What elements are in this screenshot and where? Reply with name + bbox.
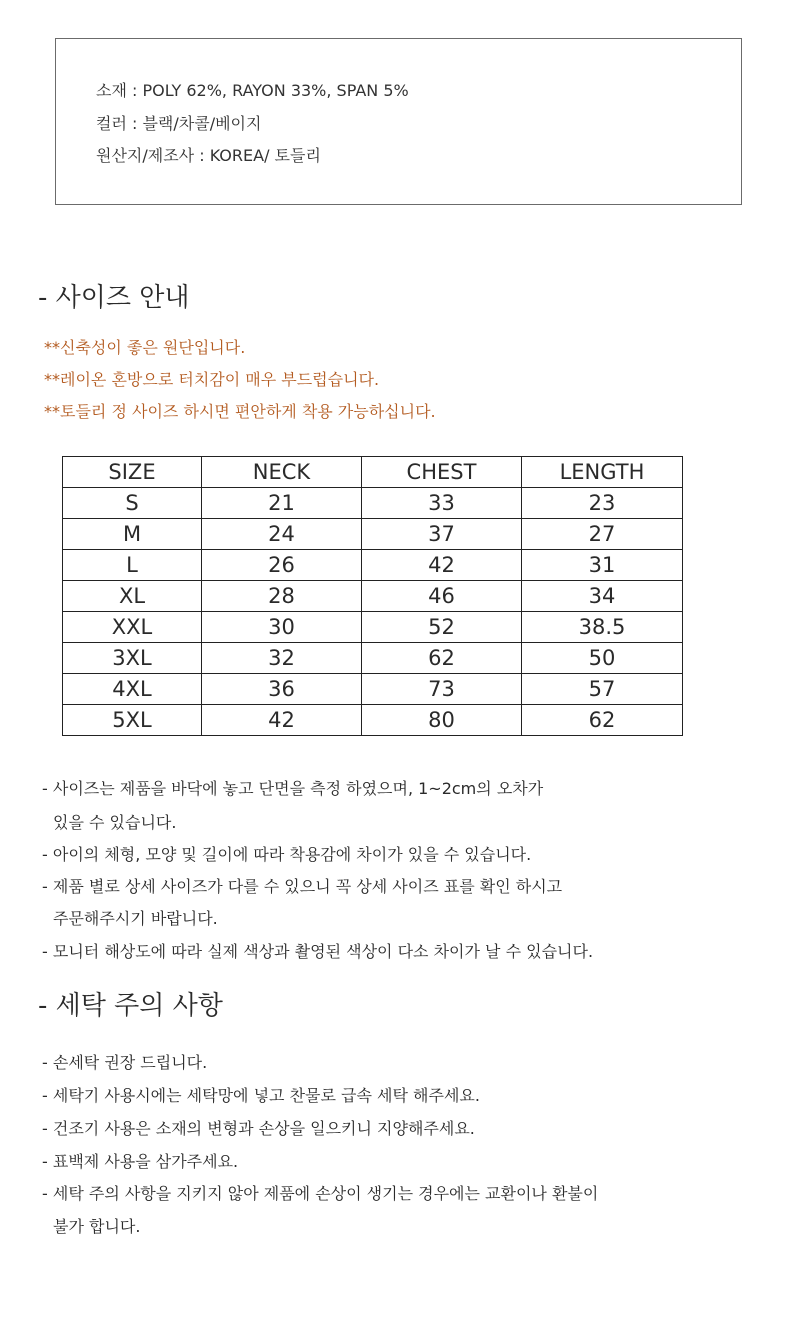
cell-chest: 80 <box>362 705 522 736</box>
washing-title: - 세탁 주의 사항 <box>38 991 223 1021</box>
cell-neck: 26 <box>202 550 362 581</box>
size-table <box>62 456 683 736</box>
table-row <box>63 519 683 550</box>
cell-neck: 42 <box>202 705 362 736</box>
table-row <box>63 643 683 674</box>
table-header-row <box>63 457 683 488</box>
cell-size: XXL <box>63 612 202 643</box>
origin-text: 원산지/제조사 : KOREA/ 토들리 <box>96 146 321 165</box>
cell-chest: 37 <box>362 519 522 550</box>
cell-size: M <box>63 519 202 550</box>
cell-chest: 42 <box>362 550 522 581</box>
size-note: **레이온 혼방으로 터치감이 매우 부드럽습니다. <box>44 370 380 389</box>
color-text: 컬러 : 블랙/차콜/베이지 <box>96 114 262 133</box>
cell-length: 38.5 <box>522 612 683 643</box>
measure-note: - 아이의 체형, 모양 및 길이에 따라 착용감에 차이가 있을 수 있습니다. <box>42 845 532 864</box>
cell-neck: 36 <box>202 674 362 705</box>
header-neck: NECK <box>202 457 362 488</box>
cell-length: 27 <box>522 519 683 550</box>
cell-neck: 30 <box>202 612 362 643</box>
table-row <box>63 674 683 705</box>
material-text: 소재 : POLY 62%, RAYON 33%, SPAN 5% <box>96 81 409 100</box>
measure-note: - 사이즈는 제품을 바닥에 놓고 단면을 측정 하였으며, 1~2cm의 오차가 <box>42 779 544 798</box>
cell-size: 3XL <box>63 643 202 674</box>
cell-length: 23 <box>522 488 683 519</box>
cell-neck: 21 <box>202 488 362 519</box>
washing-note: - 세탁 주의 사항을 지키지 않아 제품에 손상이 생기는 경우에는 교환이나 환불이 <box>42 1184 599 1203</box>
header-size: SIZE <box>63 457 202 488</box>
cell-length: 31 <box>522 550 683 581</box>
material-info-box <box>55 38 742 205</box>
washing-note: 불가 합니다. <box>53 1217 141 1236</box>
cell-chest: 62 <box>362 643 522 674</box>
cell-neck: 24 <box>202 519 362 550</box>
cell-neck: 28 <box>202 581 362 612</box>
cell-length: 57 <box>522 674 683 705</box>
washing-note: - 표백제 사용을 삼가주세요. <box>42 1152 239 1171</box>
measure-note: 있을 수 있습니다. <box>53 813 177 832</box>
table-row <box>63 488 683 519</box>
header-length: LENGTH <box>522 457 683 488</box>
cell-chest: 33 <box>362 488 522 519</box>
cell-length: 50 <box>522 643 683 674</box>
cell-length: 62 <box>522 705 683 736</box>
cell-length: 34 <box>522 581 683 612</box>
measure-note: - 제품 별로 상세 사이즈가 다를 수 있으니 꼭 상세 사이즈 표를 확인 하시고 <box>42 877 563 896</box>
table-row <box>63 612 683 643</box>
washing-note: - 건조기 사용은 소재의 변형과 손상을 일으키니 지양해주세요. <box>42 1119 475 1138</box>
measure-note: - 모니터 해상도에 따라 실제 색상과 촬영된 색상이 다소 차이가 날 수 있습니다. <box>42 942 594 961</box>
cell-neck: 32 <box>202 643 362 674</box>
washing-note: - 손세탁 권장 드립니다. <box>42 1053 208 1072</box>
cell-size: 5XL <box>63 705 202 736</box>
cell-chest: 46 <box>362 581 522 612</box>
header-chest: CHEST <box>362 457 522 488</box>
size-note: **토들리 정 사이즈 하시면 편안하게 착용 가능하십니다. <box>44 402 436 421</box>
cell-size: 4XL <box>63 674 202 705</box>
table-row <box>63 581 683 612</box>
table-row <box>63 705 683 736</box>
cell-chest: 52 <box>362 612 522 643</box>
cell-size: XL <box>63 581 202 612</box>
size-note: **신축성이 좋은 원단입니다. <box>44 338 246 357</box>
cell-size: S <box>63 488 202 519</box>
cell-size: L <box>63 550 202 581</box>
size-guide-title: - 사이즈 안내 <box>38 283 190 313</box>
measure-note: 주문해주시기 바랍니다. <box>53 909 218 928</box>
table-row <box>63 550 683 581</box>
washing-note: - 세탁기 사용시에는 세탁망에 넣고 찬물로 급속 세탁 해주세요. <box>42 1086 480 1105</box>
cell-chest: 73 <box>362 674 522 705</box>
